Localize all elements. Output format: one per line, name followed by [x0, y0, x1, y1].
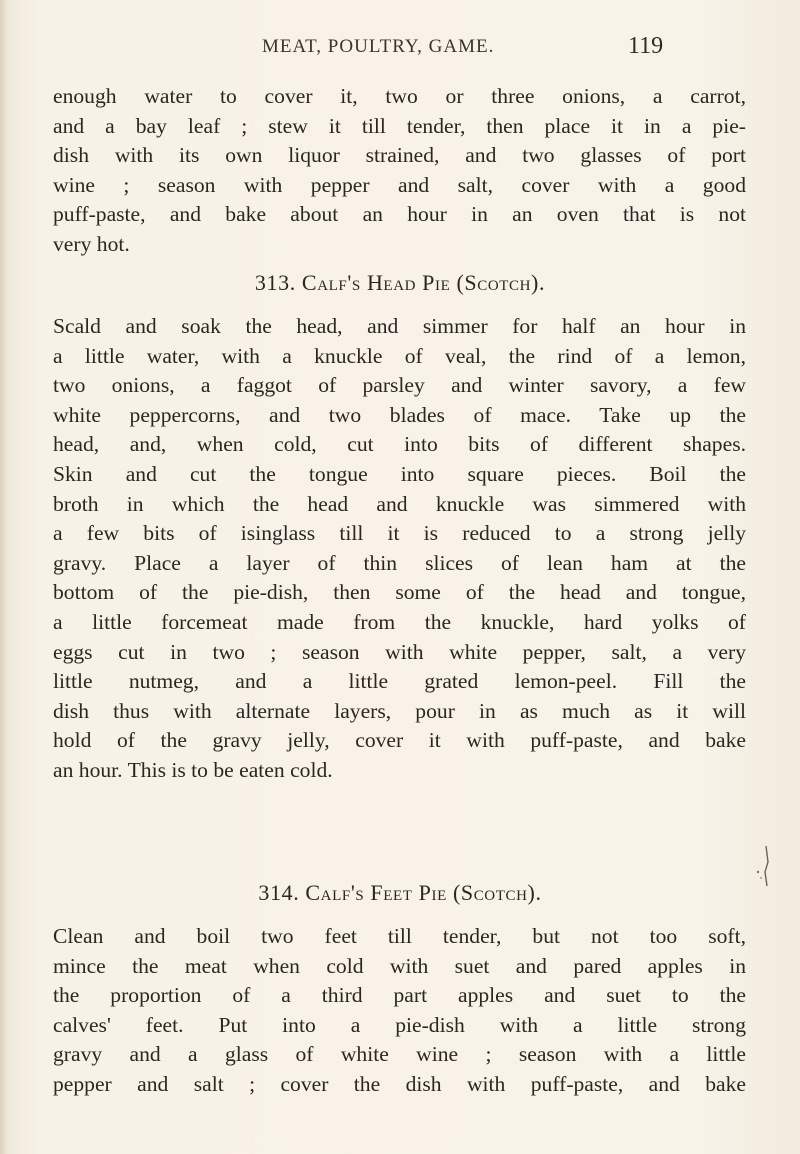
text-line: pepper and salt ; cover the dish with puff-paste, and bake [53, 1071, 746, 1096]
recipe-313-heading [0, 270, 800, 296]
text-line: little nutmeg, and a little grated lemon-peel. Fill the [53, 669, 746, 694]
text-line: Scald and soak the head, and simmer for half an hour in [53, 314, 746, 338]
text-line: dish thus with alternate layers, pour in as much as it will [53, 698, 746, 723]
text-line: hold of the gravy jelly, cover it with puff-paste, and bake [53, 728, 746, 753]
text-line: a few bits of isinglass till it is reduced to a strong jelly [53, 521, 746, 546]
text-line: gravy and a glass of white wine ; season with a little [53, 1042, 746, 1067]
text-line: bottom of the pie-dish, then some of the head and tongue, [53, 580, 746, 605]
recipe-heading-text: 314. Calf's Feet Pie (Scotch). [258, 880, 542, 905]
text-line: dish with its own liquor strained, and two glasses of port [53, 143, 746, 168]
text-line: eggs cut in two ; season with white pepper, salt, a very [53, 639, 746, 664]
text-line: enough water to cover it, two or three onions, a carrot, [53, 84, 746, 108]
text-line: the proportion of a third part apples and suet to the [53, 983, 746, 1008]
text-line: broth in which the head and knuckle was simmered with [53, 491, 746, 516]
text-line: Skin and cut the tongue into square pieces. Boil the [53, 461, 746, 486]
page-gutter [0, 0, 8, 1154]
text-line: an hour. This is to be eaten cold. [53, 757, 333, 782]
recipe-313-body [53, 312, 746, 786]
recipe-314-heading [0, 880, 800, 906]
intro-paragraph [53, 82, 746, 260]
page-header [0, 33, 800, 66]
page-number: 119 [628, 33, 664, 59]
text-line: a little water, with a knuckle of veal, the rind of a lemon, [53, 343, 746, 368]
text-line: wine ; season with pepper and salt, cover with a good [53, 172, 746, 197]
text-line: a little forcemeat made from the knuckle, hard yolks of [53, 609, 746, 634]
text-line: two onions, a faggot of parsley and winter savory, a few [53, 373, 746, 398]
text-line: and a bay leaf ; stew it till tender, then place it in a pie- [53, 113, 746, 138]
text-line: Clean and boil two feet till tender, but not too soft, [53, 924, 746, 948]
recipe-heading-text: 313. Calf's Head Pie (Scotch). [254, 270, 546, 295]
recipe-314-body [53, 922, 746, 1100]
text-line: white peppercorns, and two blades of mace. Take up the [53, 402, 746, 427]
text-line: calves' feet. Put into a pie-dish with a little strong [53, 1012, 746, 1037]
text-line: mince the meat when cold with suet and pared apples in [53, 953, 746, 978]
text-line: head, and, when cold, cut into bits of different shapes. [53, 432, 746, 457]
text-line: puff-paste, and bake about an hour in an oven that is not [53, 202, 746, 227]
running-head: MEAT, POULTRY, GAME. [262, 36, 495, 57]
text-line: gravy. Place a layer of thin slices of lean ham at the [53, 550, 746, 575]
text-line: very hot. [53, 231, 130, 256]
